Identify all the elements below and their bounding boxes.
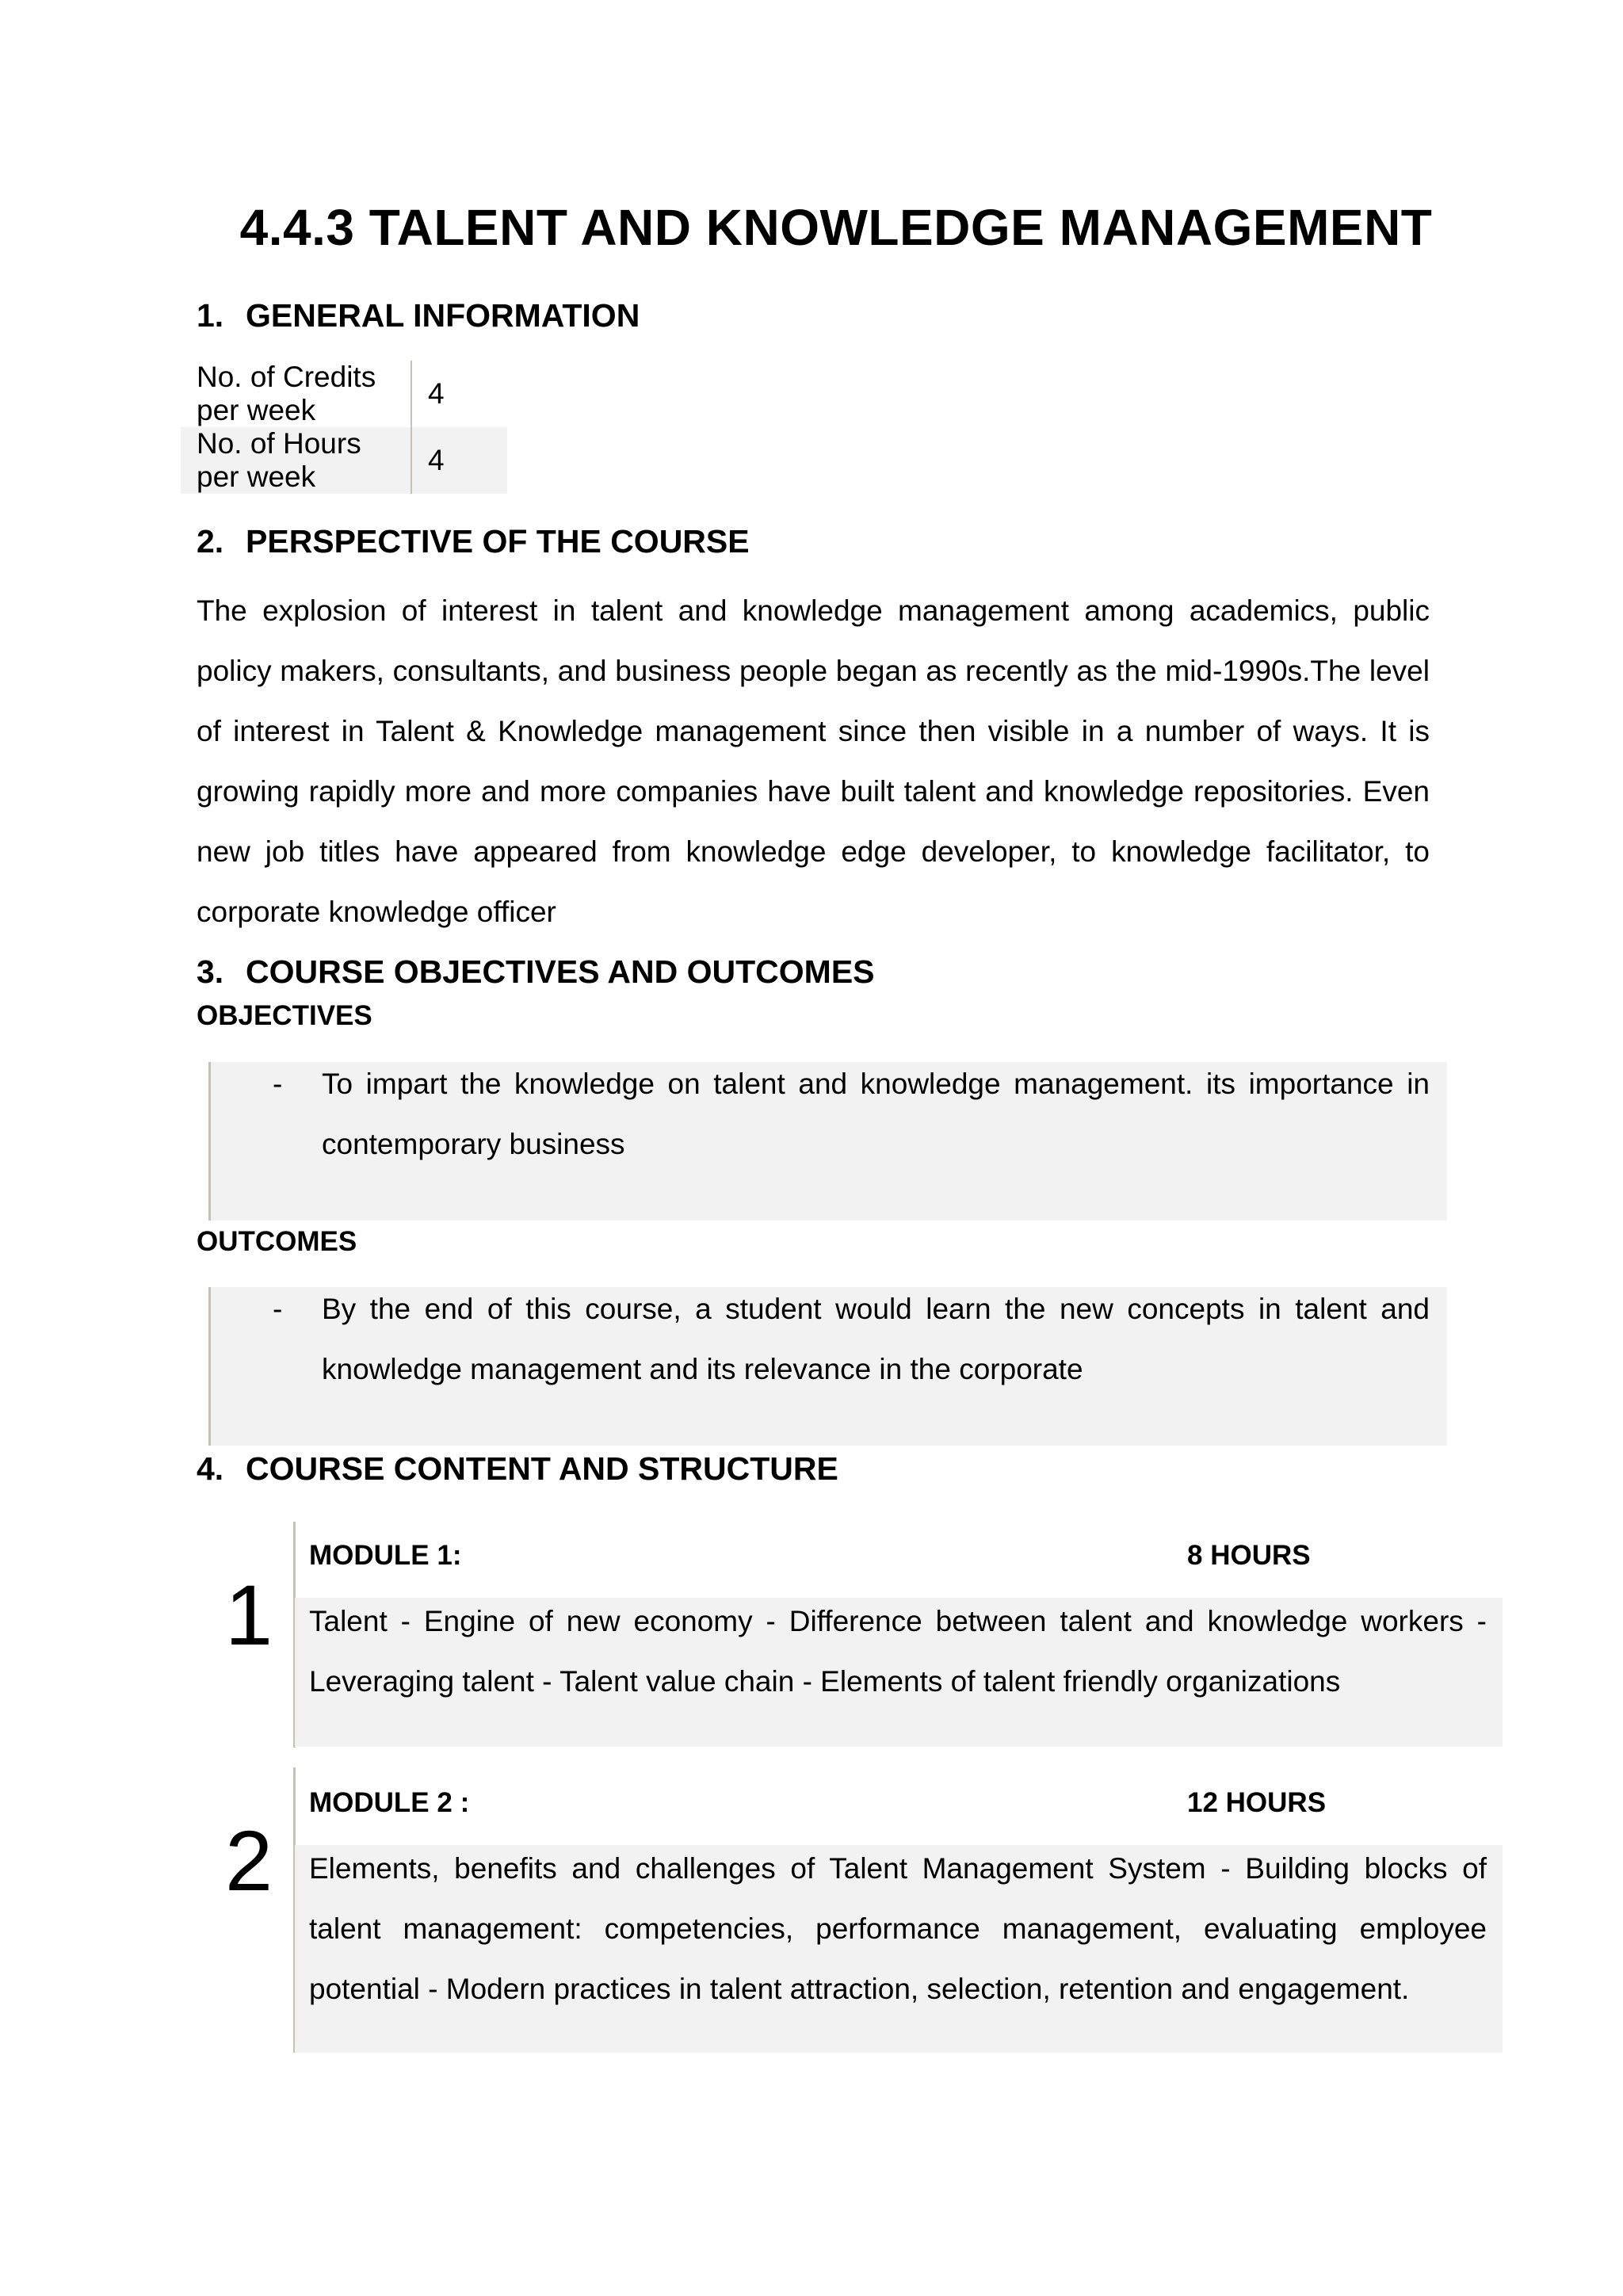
section-title: COURSE CONTENT AND STRUCTURE	[246, 1450, 838, 1487]
module-number: 1	[225, 1567, 273, 1663]
table-row	[181, 361, 507, 427]
objectives-subheading: OBJECTIVES	[197, 1000, 372, 1031]
objectives-text: To impart the knowledge on talent and knowledge management. its importance in contemporary business	[322, 1068, 1430, 1160]
module-hours: 8 HOURS	[1187, 1540, 1311, 1571]
section-number: 2.	[197, 523, 224, 560]
section-title: COURSE OBJECTIVES AND OUTCOMES	[246, 953, 875, 990]
table-row	[181, 427, 507, 494]
perspective-paragraph: The explosion of interest in talent and knowledge management among academics, public policy makers, consultants, and business people began as recently as the mid-1990s.The level of interest in Talent & Knowledge management since then visible in a number of ways. It is growing rapidly more and more companies have built talent and knowledge repositories. Even new job titles have appeared from knowledge edge developer, to knowledge facilitator, to corporate knowledge officer	[197, 594, 1430, 928]
page-title: 4.4.3 TALENT AND KNOWLEDGE MANAGEMENT	[239, 199, 1433, 256]
section-number: 3.	[197, 953, 224, 990]
section-content-heading	[197, 1450, 838, 1488]
credits-value: 4	[428, 377, 445, 410]
module-body	[295, 1598, 1503, 1747]
hours-label: No. of Hours per week	[181, 427, 411, 494]
outcomes-text: By the end of this course, a student would learn the new concepts in talent and knowledge management and its relevance in the corporate	[322, 1293, 1430, 1385]
hours-value: 4	[411, 427, 507, 494]
module-body	[295, 1845, 1503, 2053]
module-description: Talent - Engine of new economy - Difference between talent and knowledge workers - Leveraging talent - Talent value chain - Elements of talent friendly organizations	[309, 1605, 1487, 1698]
section-general-heading	[197, 297, 640, 334]
module-title: MODULE 1:	[309, 1540, 462, 1571]
credits-label: No. of Credits per week	[181, 361, 411, 427]
outcomes-subheading: OUTCOMES	[197, 1226, 357, 1257]
section-title: PERSPECTIVE OF THE COURSE	[246, 523, 750, 560]
section-number: 1.	[197, 297, 224, 334]
module-hours: 12 HOURS	[1187, 1787, 1327, 1818]
section-objectives-heading	[197, 953, 875, 991]
section-number: 4.	[197, 1450, 224, 1487]
module-description: Elements, benefits and challenges of Talent Management System - Building blocks of talent management: competencies, performance management, evaluating employee potential - Modern practices in talent attraction, selection, retention and engagement.	[309, 1852, 1487, 2005]
section-perspective-heading	[197, 523, 750, 560]
general-info-table	[181, 361, 507, 494]
module-number: 2	[225, 1813, 273, 1908]
bullet-dash: -	[273, 1293, 283, 1325]
module-title: MODULE 2 :	[309, 1787, 470, 1818]
bullet-dash: -	[273, 1068, 283, 1100]
section-title: GENERAL INFORMATION	[246, 297, 640, 334]
